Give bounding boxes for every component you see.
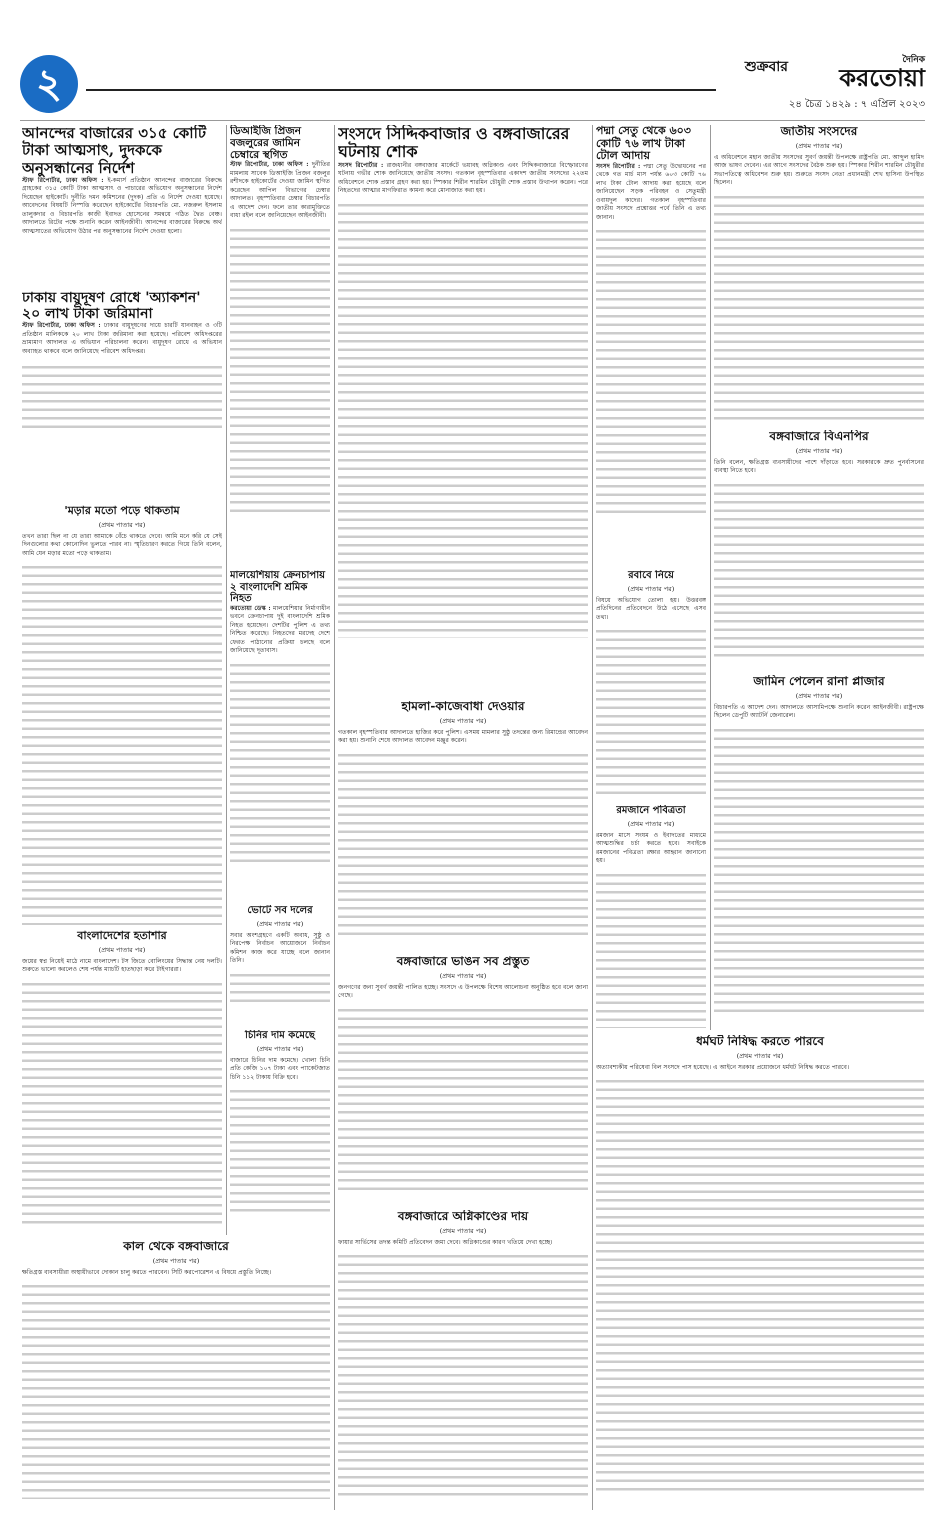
body: বিচারপতি এ আদেশ দেন। আদালতে আসামিপক্ষে শুনানি করেন আইনজীবী। রাষ্ট্রপক্ষে ছিলেন ডেপুটি অ্যাটর্নি জেনারেল। — [714, 703, 924, 720]
body: রমজান মাসে সংযম ও ইবাদতের মাধ্যমে আত্মশুদ্ধির চর্চা করতে হবে। সবাইকে রমজানের পবিত্রতা রক্ষার আহ্বান জানানো হয়। — [596, 831, 706, 864]
article-dhormoghot — [596, 1035, 924, 1510]
continued-label: (প্রথম পাতার পর) — [152, 1256, 200, 1265]
headline: বঙ্গবাজারে বিএনপির — [769, 430, 869, 443]
article-hamla-kajebadha — [338, 700, 588, 950]
article-anondo-bazar — [22, 125, 222, 285]
headline: রবাবে নিয়ে — [628, 570, 674, 581]
headline: জামিন পেলেন রানা প্লাজার — [753, 675, 885, 688]
header-divider — [20, 120, 925, 121]
article-rana-plaza — [714, 675, 924, 1030]
headline: পদ্মা সেতু থেকে ৬০৩ কোটি ৭৬ লাখ টাকা টোল আদায় — [596, 125, 691, 163]
body: বিষয়ে অভিযোগ তোলা হয়। উত্তরবঙ্গ প্রতিদিনের প্রতিবেদনে উঠে এসেছে এসব তথ্য। — [596, 596, 706, 621]
text-lines — [22, 1279, 330, 1499]
column-divider — [334, 125, 335, 1510]
text-lines — [596, 868, 706, 1028]
body: ঢাকার বায়ুদূষণের দায়ে চারটি যানবাহন ও ৩টি প্রতিষ্ঠান মালিককে ২০ লাখ টাকা জরিমানা করা হয়েছে। পরিবেশ অধিদপ্তরের ভ্রাম্যমাণ আদালত এ অভিযান পরিচালনা করেন। বায়ুদূষণ রোধে এ অভিযান অব্যাহত থাকবে বলে জানিয়েছে পরিবেশ অধিদপ্তর। — [22, 322, 222, 355]
byline: সংসদ রিপোর্টার : — [338, 161, 384, 169]
body: এ অধিবেশনে মহান জাতীয় সংসদের সুবর্ণ জয়ন্তী উপলক্ষে রাষ্ট্রপতি মো. আব্দুল হামিদ আজ ভাষণ দেবেন। এর আগে সংসদের বৈঠক শুরু হয়। স্পিকার শিরীন শারমিন চৌধুরীর সভাপতিত্বে অধিবেশন শুরু হয়। শুরুতে সংসদ নেতা প্রধানমন্ত্রী শেখ হাসিনা উপস্থিত ছিলেন। — [714, 153, 924, 187]
headline: কাল থেকে বঙ্গবাজারে — [123, 1240, 229, 1253]
byline: স্টাফ রিপোর্টার, ঢাকা অফিস : — [22, 176, 104, 184]
article-bongobazare-vangon — [338, 955, 588, 1205]
continued-label: (প্রথম পাতার পর) — [627, 584, 675, 593]
text-lines — [714, 190, 924, 425]
article-jatiyo-songsoder — [714, 125, 924, 425]
headline: বঙ্গবাজারে ভাঙন সব প্রস্তুত — [396, 955, 530, 968]
article-rabab-niye — [596, 570, 706, 800]
byline: করতোয়া ডেস্ক : — [230, 604, 271, 612]
continued-label: (প্রথম পাতার পর) — [795, 446, 843, 455]
byline: স্টাফ রিপোর্টার, ঢাকা অফিস : — [22, 322, 101, 330]
headline: ডিআইজি প্রিজন বজলুরের জামিন চেম্বারে স্থগিত — [230, 125, 301, 162]
text-lines — [714, 478, 924, 658]
text-lines — [338, 1003, 588, 1193]
headline: ভোটে সব দলের — [247, 905, 313, 916]
text-lines — [596, 624, 706, 794]
column-divider — [710, 125, 711, 1030]
headline: বঙ্গবাজারে অগ্নিকাণ্ডের দায় — [397, 1210, 529, 1223]
logo-small-text: দৈনিক — [902, 55, 925, 65]
body: সবার অংশগ্রহণে একটি অবাধ, সুষ্ঠু ও নিরপেক্ষ নির্বাচন আয়োজনে নির্বাচন কমিশন কাজ করে যাচ্ছে বলে জানান তিনি। — [230, 931, 330, 964]
text-lines — [230, 1084, 330, 1214]
column-divider — [592, 125, 593, 1510]
weekday: শুক্রবার — [744, 59, 788, 75]
text-lines — [338, 1249, 588, 1499]
continued-label: (প্রথম পাতার পর) — [439, 716, 487, 725]
text-lines — [338, 748, 588, 938]
article-ramzane-pobitrota — [596, 805, 706, 1030]
byline: স্টাফ রিপোর্টার, ঢাকা অফিস : — [230, 161, 309, 169]
headline: রমজানে পবিত্রতা — [616, 805, 686, 816]
continued-label: (প্রথম পাতার পর) — [795, 691, 843, 700]
body: তখন তারা ছিল না যে তারা আমাকে বেঁচে থাকতে দেবে। আমি মনে করি যে সেই দিনগুলোর কথা কোনোদিন ভুলতে পারব না। স্মৃতিচারণ করতে গিয়ে তিনি বলেন, আমি যেন মড়ার মতো পড়ে থাকতাম। — [22, 532, 222, 557]
masthead — [20, 55, 925, 115]
continued-label: (প্রথম পাতার পর) — [439, 1226, 487, 1235]
logo-main-text: করতোয়া — [839, 64, 925, 92]
article-morar-moto — [22, 505, 222, 925]
continued-label: (প্রথম পাতার পর) — [439, 971, 487, 980]
body: অত্যাবশ্যকীয় পরিষেবা বিল সংসদে পাস হয়েছে। এ আইনে সরকার প্রয়োজনে ধর্মঘট নিষিদ্ধ করতে পারবে। — [596, 1063, 850, 1071]
body: ফায়ার সার্ভিসের তদন্ত কমিটি প্রতিবেদন জমা দেবে। অগ্নিকাণ্ডের কারণ খতিয়ে দেখা হচ্ছে। — [338, 1238, 553, 1246]
text-lines — [596, 224, 706, 514]
body: ই-কমার্স প্রতিষ্ঠান আনন্দের বাজারের বিরুদ্ধে গ্রাহকের ৩১৫ কোটি টাকা আত্মসাৎ ও পাচারের অভিযোগ অনুসন্ধানের নির্দেশ দিয়েছেন হাইকোর্ট। দুর্নীতি দমন কমিশনের (দুদক) প্রতি এ নির্দেশ দেওয়া হয়েছে। আবেদনের বিষয়টি নিস্পত্তি করেছেন হাইকোর্টের বিচারপতি মো. নজরুল ইসলাম তালুকদার ও বিচারপতি কাজী ইবাদত হোসেনের সমন্বয়ে গঠিত দ্বৈত বেঞ্চ। আদালতে রিটের পক্ষে শুনানি করেন আইনজীবী। আনন্দের বাজারের বিরুদ্ধে অর্থ আত্মসাতের অভিযোগ উঠার পর অনুসন্ধানের নির্দেশ দেওয়া হলো। — [22, 176, 222, 235]
byline: সংসদ রিপোর্টার : — [596, 162, 641, 170]
article-dig-prison — [230, 125, 330, 565]
text-lines — [22, 977, 222, 1227]
article-bangladesh-hotashar — [22, 930, 222, 1230]
body: তিনি বলেন, ক্ষতিগ্রস্ত ব্যবসায়ীদের পাশে দাঁড়াতে হবে। সরকারকে দ্রুত পুনর্বাসনের ব্যবস্থা নিতে হবে। — [714, 458, 924, 475]
text-lines — [230, 223, 330, 513]
continued-label: (প্রথম পাতার পর) — [736, 1051, 784, 1060]
body: গতকাল বৃহস্পতিবার আদালতে হাজির করে পুলিশ। এসময় মামলার সুষ্ঠু তদন্তের জন্য রিমান্ডের আবেদন করা হয়। শুনানি শেষে আদালত আবেদন মঞ্জুর করেন। — [338, 728, 588, 745]
text-lines — [22, 560, 222, 925]
headline: চিনির দাম কমেছে — [245, 1030, 315, 1041]
text-lines — [230, 968, 330, 1008]
dateline: ২৪ চৈত্র ১৪২৯ : ৭ এপ্রিল ২০২৩ — [788, 99, 925, 110]
continued-label: (প্রথম পাতার পর) — [256, 1044, 304, 1053]
newspaper-logo — [793, 55, 925, 91]
headline: 'মড়ার মতো পড়ে থাকতাম — [64, 505, 180, 517]
continued-label: (প্রথম পাতার পর) — [98, 520, 146, 529]
continued-label: (প্রথম পাতার পর) — [98, 945, 146, 954]
headline: মালয়েশিয়ায় ক্রেনচাপায় ২ বাংলাদেশি শ্রমিক নিহত — [230, 570, 326, 604]
text-lines — [596, 1074, 924, 1494]
article-air-pollution — [22, 290, 222, 500]
headline: আনন্দের বাজারের ৩১৫ কোটি টাকা আত্মসাৎ, দুদককে অনুসন্ধানের নির্দেশ — [22, 125, 207, 177]
column-divider — [226, 125, 227, 1235]
continued-label: (প্রথম পাতার পর) — [256, 919, 304, 928]
headline: ঢাকায় বায়ুদূষণ রোধে 'অ্যাকশন' ২০ লাখ টাকা জরিমানা — [22, 290, 201, 323]
body: রাজধানীর বঙ্গবাজার মার্কেটে ভয়াবহ অগ্নিকাণ্ড এবং সিদ্দিকবাজারে বিস্ফোরণের ঘটনায় গভীর শোক জানিয়েছে জাতীয় সংসদ। গতকাল বৃহস্পতিবার একাদশ জাতীয় সংসদের ২২তম অধিবেশনে শোক প্রস্তাব গ্রহণ করা হয়। স্পিকার শিরীন শারমিন চৌধুরী শোক প্রস্তাব উত্থাপন করেন। পরে নিহতদের আত্মার মাগফিরাত কামনা করে মোনাজাত করা হয়। — [338, 161, 588, 195]
headline: জাতীয় সংসদের — [780, 125, 858, 138]
headline: ধর্মঘট নিষিদ্ধ করতে পারবে — [696, 1035, 824, 1048]
article-kal-theke-bongobazar — [22, 1240, 330, 1510]
headline: হামলা-কাজেবাধা দেওয়ার — [401, 700, 525, 713]
text-lines — [22, 360, 222, 430]
masthead-rule — [86, 89, 716, 91]
body: দুর্নীতির মামলায় সাবেক ডিআইজি প্রিজন বজলুর রশীদকে হাইকোর্টের দেওয়া জামিন স্থগিত করেছেন আপিল বিভাগের চেম্বার আদালত। বৃহস্পতিবার চেম্বার বিচারপতি এ আদেশ দেন। ফলে তার কারামুক্তিতে বাধা রইল বলে জানিয়েছেন আইনজীবী। — [230, 161, 330, 220]
continued-label: (প্রথম পাতার পর) — [795, 141, 843, 150]
page-number: ২ — [20, 55, 78, 113]
body: ক্ষতিগ্রস্ত ব্যবসায়ীরা অস্থায়ীভাবে দোকান চালু করতে পারবেন। সিটি করপোরেশন এ বিষয়ে প্রস্তুতি নিচ্ছে। — [22, 1268, 272, 1276]
article-padma-toll — [596, 125, 706, 565]
article-bnp — [714, 430, 924, 670]
article-malaysia-crane — [230, 570, 330, 900]
headline: বাংলাদেশের হতাশার — [77, 930, 167, 942]
article-vote-sob-dol — [230, 905, 330, 1025]
body: পদ্মা সেতু উদ্বোধনের পর থেকে গত মার্চ মাস পর্যন্ত ৬০৩ কোটি ৭৬ লাখ টাকা টোল আদায় করা হয়েছে বলে জানিয়েছেন সড়ক পরিবহন ও সেতুমন্ত্রী ওবায়দুল কাদের। গতকাল বৃহস্পতিবার জাতীয় সংসদে প্রশ্নোত্তর পর্বে তিনি এ তথ্য জানান। — [596, 162, 706, 221]
body: জয়ের স্বপ্ন নিয়েই মাঠে নামে বাংলাদেশ। টস জিতে বোলিংয়ের সিদ্ধান্ত নেয় দলটি। শুরুতে ভালো করলেও শেষ পর্যন্ত ম্যাচটি হাতছাড়া করে টাইগাররা। — [22, 957, 222, 974]
headline: সংসদে সিদ্দিকবাজার ও বঙ্গবাজারের ঘটনায় শোক — [338, 125, 570, 162]
body: বাজারে চিনির দাম কমেছে। খোলা চিনি প্রতি কেজি ১০৭ টাকা এবং প্যাকেটজাত চিনি ১১২ টাকায় বিক্রি হবে। — [230, 1056, 330, 1081]
article-chinir-dam — [230, 1030, 330, 1230]
article-agnikander-day — [338, 1210, 588, 1510]
text-lines — [338, 198, 588, 638]
text-lines — [714, 723, 924, 1013]
body: মালয়েশিয়ার নির্মাণাধীন ভবনে ক্রেনচাপায় দুই বাংলাদেশি শ্রমিক নিহত হয়েছেন। দেশটির পুলিশ এ তথ্য নিশ্চিত করেছে। নিহতদের মরদেহ দেশে ফেরত পাঠানোর প্রক্রিয়া চলছে বলে জানিয়েছে দূতাবাস। — [230, 604, 330, 654]
body: জনগণের জন্য সুবর্ণ জয়ন্তী পালিত হচ্ছে। সংসদে এ উপলক্ষে বিশেষ আলোচনা অনুষ্ঠিত হবে বলে জানা গেছে। — [338, 983, 588, 1000]
continued-label: (প্রথম পাতার পর) — [627, 819, 675, 828]
text-lines — [230, 658, 330, 868]
article-songsode-shok — [338, 125, 588, 695]
